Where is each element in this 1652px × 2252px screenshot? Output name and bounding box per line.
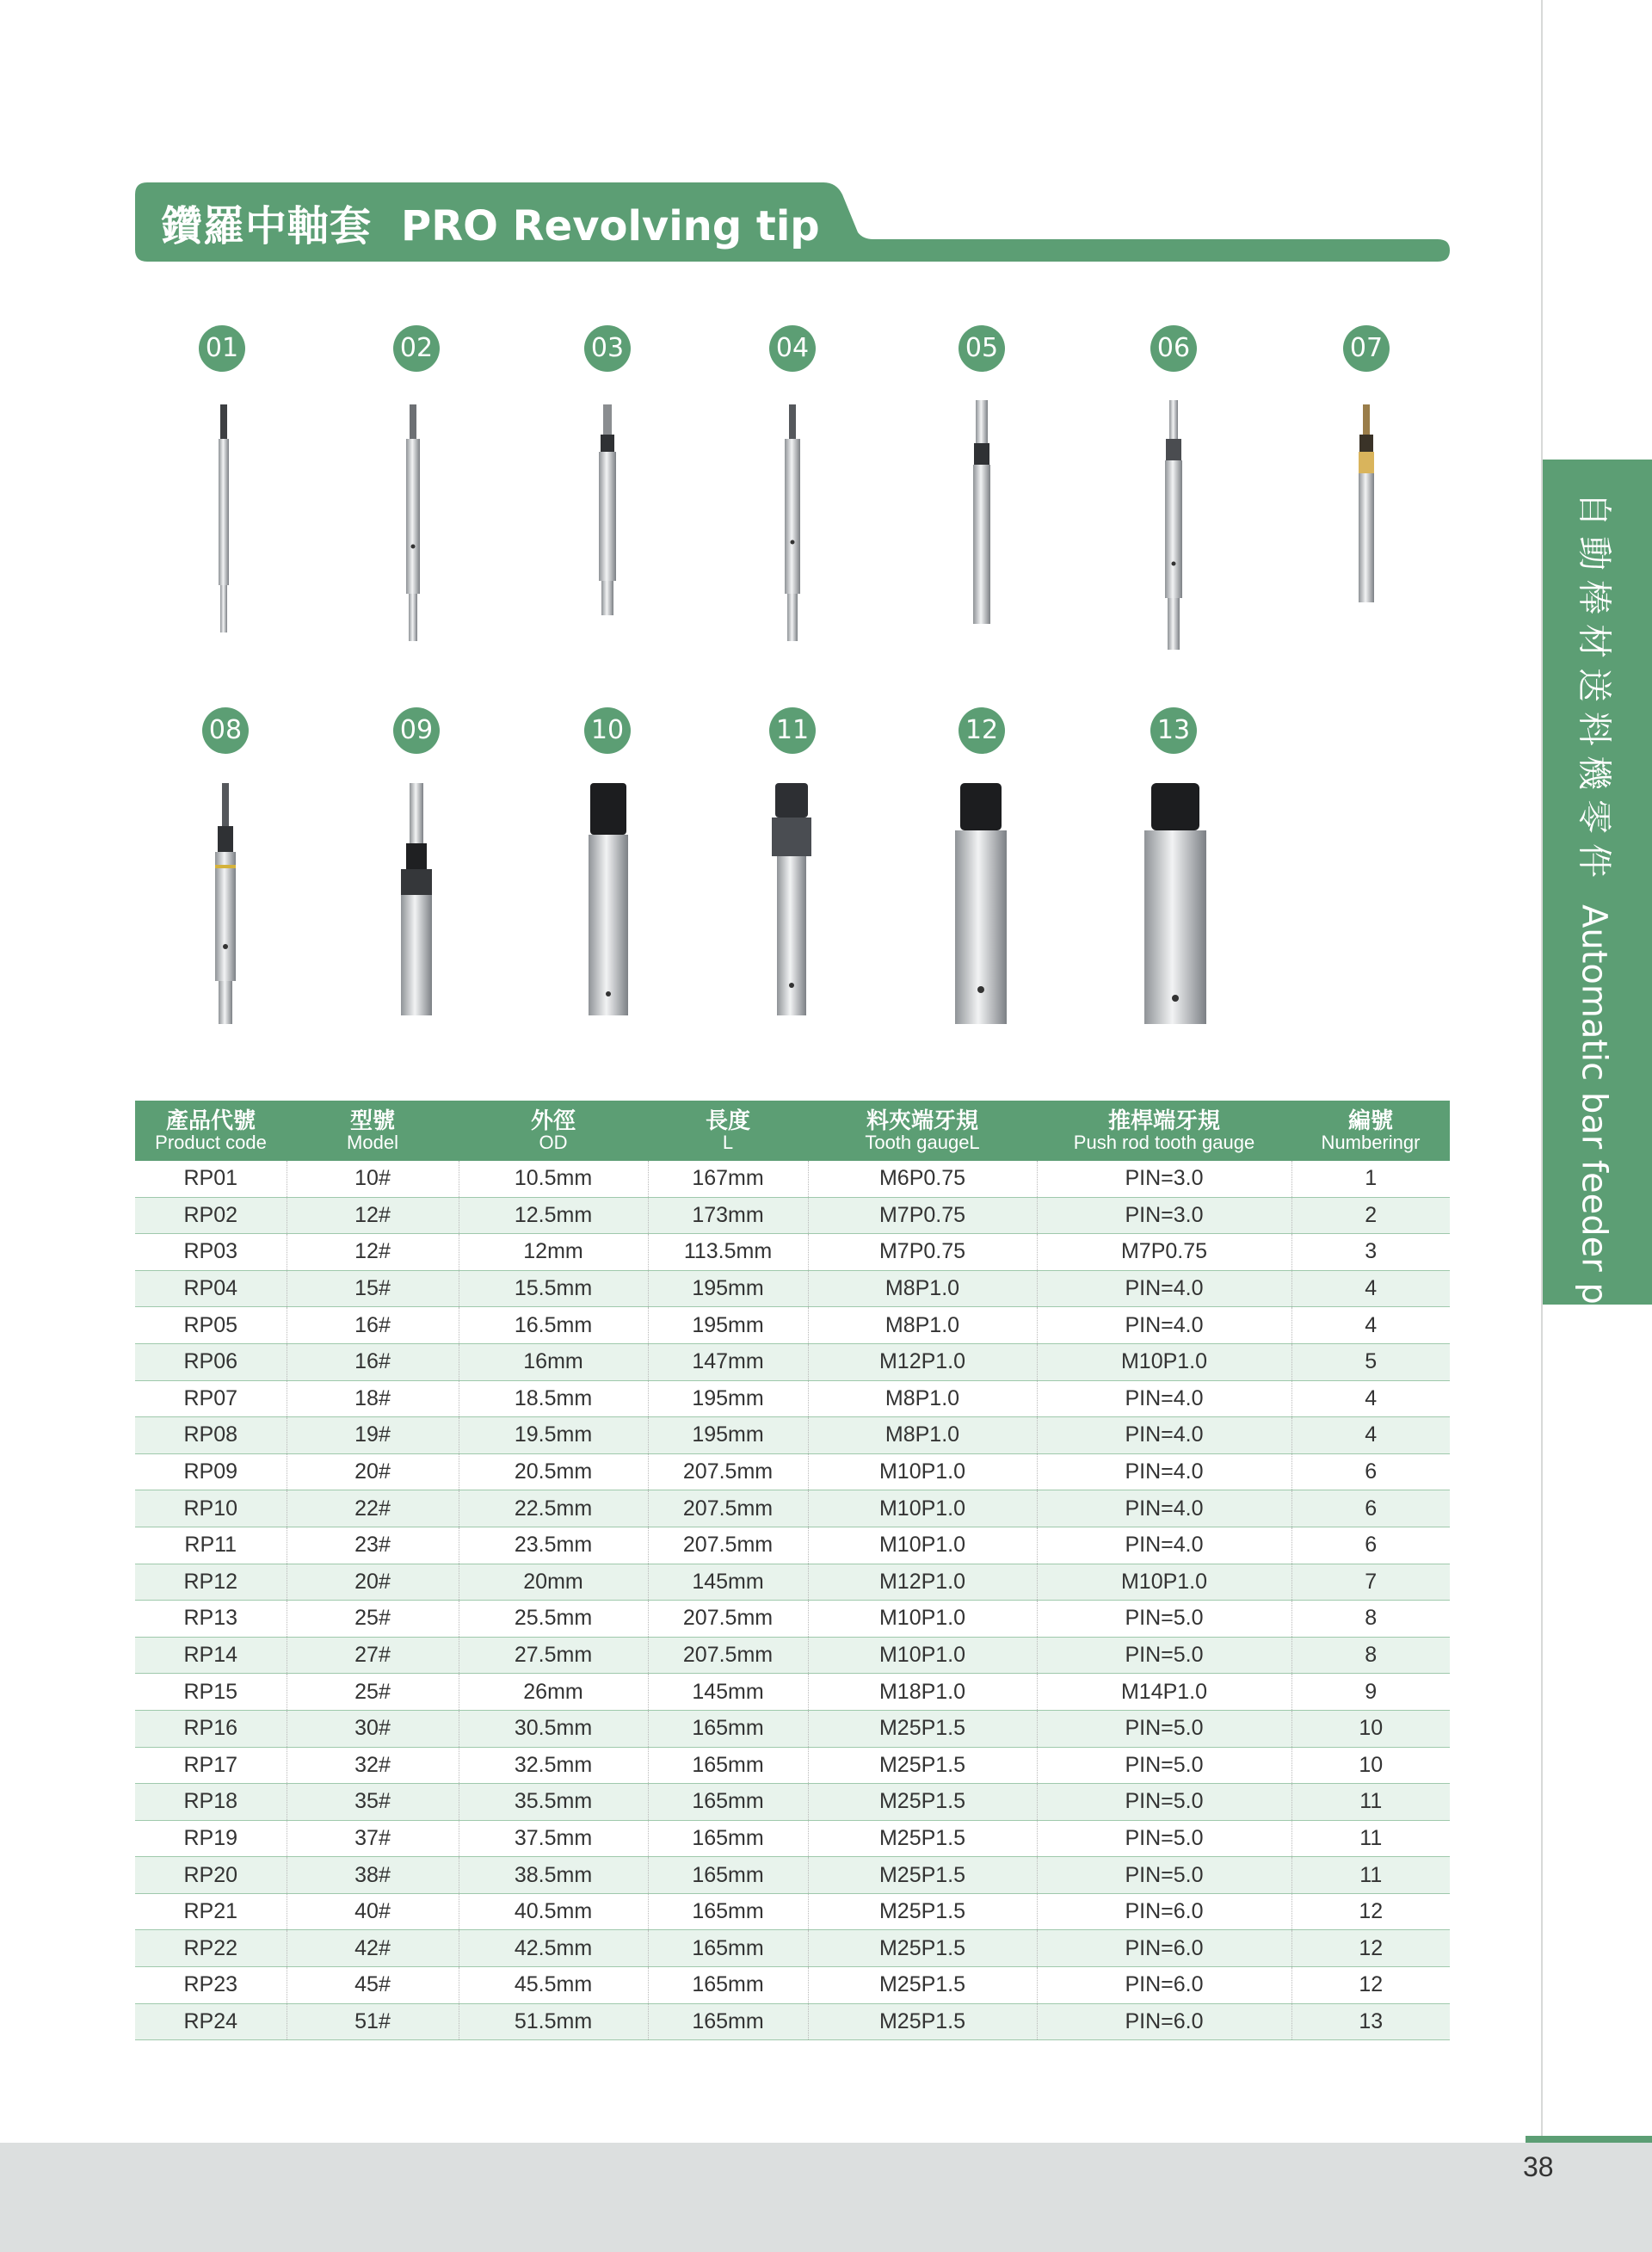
table-cell: 45.5mm — [459, 1967, 648, 2004]
table-cell: 195mm — [648, 1380, 808, 1417]
table-cell: RP08 — [135, 1417, 287, 1454]
table-cell: 42# — [287, 1930, 459, 1967]
product-image-05 — [965, 396, 999, 628]
table-cell: M10P1.0 — [808, 1453, 1037, 1490]
table-cell: 12 — [1291, 1967, 1450, 2004]
product-badge-05: 05 — [959, 325, 1005, 372]
table-cell: 12 — [1291, 1893, 1450, 1930]
table-cell: RP13 — [135, 1601, 287, 1638]
table-row — [135, 1637, 1450, 1674]
table-cell: PIN=6.0 — [1037, 1930, 1291, 1967]
product-image-09 — [389, 779, 444, 1020]
table-cell: 8 — [1291, 1601, 1450, 1638]
product-badge-11: 11 — [769, 707, 816, 754]
table-cell: 18# — [287, 1380, 459, 1417]
table-header-row — [135, 1101, 1450, 1161]
table-cell: PIN=3.0 — [1037, 1161, 1291, 1197]
table-row — [135, 1453, 1450, 1490]
table-cell: M8P1.0 — [808, 1417, 1037, 1454]
table-cell: 40# — [287, 1893, 459, 1930]
table-cell: RP03 — [135, 1234, 287, 1271]
table-cell: 207.5mm — [648, 1601, 808, 1638]
table-cell: 147mm — [648, 1343, 808, 1380]
table-row — [135, 1564, 1450, 1601]
table-cell: M25P1.5 — [808, 1820, 1037, 1857]
table-cell: 45# — [287, 1967, 459, 2004]
table-cell: 16mm — [459, 1343, 648, 1380]
table-cell: 10 — [1291, 1710, 1450, 1747]
table-cell: 6 — [1291, 1527, 1450, 1564]
header-length: 長度 L — [648, 1101, 808, 1161]
table-cell: PIN=4.0 — [1037, 1307, 1291, 1344]
table-row — [135, 1417, 1450, 1454]
product-image-03 — [590, 396, 625, 620]
table-cell: 4 — [1291, 1380, 1450, 1417]
table-row — [135, 1490, 1450, 1527]
table-cell: RP06 — [135, 1343, 287, 1380]
product-image-04 — [775, 396, 810, 645]
table-cell: PIN=4.0 — [1037, 1380, 1291, 1417]
table-cell: 37# — [287, 1820, 459, 1857]
table-cell: 12.5mm — [459, 1197, 648, 1234]
page-number: 38 — [1523, 2151, 1554, 2182]
section-header-banner — [135, 182, 1450, 262]
table-cell: 51# — [287, 2003, 459, 2040]
table-cell: 2 — [1291, 1197, 1450, 1234]
header-od: 外徑 OD — [459, 1101, 648, 1161]
product-image-08 — [206, 779, 244, 1028]
header-tooth-gauge: 料夾端牙規 Tooth gaugeL — [808, 1101, 1037, 1161]
table-cell: M10P1.0 — [1037, 1564, 1291, 1601]
table-cell: PIN=5.0 — [1037, 1710, 1291, 1747]
table-cell: RP16 — [135, 1710, 287, 1747]
table-cell: 25# — [287, 1674, 459, 1711]
table-cell: RP07 — [135, 1380, 287, 1417]
product-badge-12: 12 — [959, 707, 1005, 754]
table-cell: PIN=6.0 — [1037, 1967, 1291, 2004]
header-product-code: 產品代號 Product code — [135, 1101, 287, 1161]
table-cell: 165mm — [648, 1747, 808, 1784]
table-cell: 165mm — [648, 1893, 808, 1930]
table-cell: 165mm — [648, 1710, 808, 1747]
table-cell: 145mm — [648, 1674, 808, 1711]
table-cell: RP19 — [135, 1820, 287, 1857]
table-cell: RP22 — [135, 1930, 287, 1967]
table-cell: 32# — [287, 1747, 459, 1784]
side-tab-en: Automatic bar feeder parts — [1574, 904, 1614, 1372]
page-title-cn: 鑽羅中軸套 — [161, 202, 373, 250]
table-cell: 207.5mm — [648, 1490, 808, 1527]
table-cell: 7 — [1291, 1564, 1450, 1601]
table-row — [135, 1967, 1450, 2004]
table-cell: RP21 — [135, 1893, 287, 1930]
table-cell: 11 — [1291, 1857, 1450, 1894]
table-cell: PIN=4.0 — [1037, 1270, 1291, 1307]
table-cell: 19# — [287, 1417, 459, 1454]
table-cell: 22# — [287, 1490, 459, 1527]
product-image-12 — [945, 779, 1017, 1028]
spec-table — [135, 1101, 1450, 2040]
table-row — [135, 1930, 1450, 1967]
table-cell: 42.5mm — [459, 1930, 648, 1967]
table-cell: 18.5mm — [459, 1380, 648, 1417]
table-cell: 4 — [1291, 1307, 1450, 1344]
table-row — [135, 1820, 1450, 1857]
table-cell: 6 — [1291, 1453, 1450, 1490]
table-cell: PIN=6.0 — [1037, 2003, 1291, 2040]
table-cell: 30.5mm — [459, 1710, 648, 1747]
table-cell: RP05 — [135, 1307, 287, 1344]
side-category-tab — [1543, 460, 1652, 1372]
table-cell: 40.5mm — [459, 1893, 648, 1930]
table-cell: M25P1.5 — [808, 1930, 1037, 1967]
table-cell: RP24 — [135, 2003, 287, 2040]
table-row — [135, 1674, 1450, 1711]
table-cell: 25.5mm — [459, 1601, 648, 1638]
product-badge-04: 04 — [769, 325, 816, 372]
table-row — [135, 1857, 1450, 1894]
table-cell: RP14 — [135, 1637, 287, 1674]
table-cell: 20.5mm — [459, 1453, 648, 1490]
page-footer — [0, 2143, 1652, 2252]
page-title-en: PRO Revolving tip — [401, 202, 820, 250]
table-cell: 16.5mm — [459, 1307, 648, 1344]
table-cell: M10P1.0 — [1037, 1343, 1291, 1380]
product-badge-02: 02 — [393, 325, 440, 372]
header-numbering: 編號 Numberingr — [1291, 1101, 1450, 1161]
table-row — [135, 1270, 1450, 1307]
table-cell: 207.5mm — [648, 1527, 808, 1564]
table-cell: 16# — [287, 1307, 459, 1344]
table-cell: 19.5mm — [459, 1417, 648, 1454]
table-cell: RP02 — [135, 1197, 287, 1234]
product-image-13 — [1132, 779, 1218, 1028]
table-cell: RP20 — [135, 1857, 287, 1894]
table-cell: 37.5mm — [459, 1820, 648, 1857]
table-cell: PIN=4.0 — [1037, 1490, 1291, 1527]
table-row — [135, 2003, 1450, 2040]
table-cell: 5 — [1291, 1343, 1450, 1380]
table-cell: 12mm — [459, 1234, 648, 1271]
table-cell: 10.5mm — [459, 1161, 648, 1197]
product-image-07 — [1349, 396, 1384, 611]
table-cell: M25P1.5 — [808, 2003, 1037, 2040]
table-cell: M10P1.0 — [808, 1601, 1037, 1638]
table-cell: 27.5mm — [459, 1637, 648, 1674]
table-row — [135, 1527, 1450, 1564]
table-cell: RP04 — [135, 1270, 287, 1307]
product-image-01 — [206, 396, 241, 637]
product-badge-09: 09 — [393, 707, 440, 754]
table-row — [135, 1161, 1450, 1197]
table-cell: 9 — [1291, 1674, 1450, 1711]
table-cell: M10P1.0 — [808, 1490, 1037, 1527]
table-cell: M25P1.5 — [808, 1784, 1037, 1821]
table-row — [135, 1893, 1450, 1930]
table-cell: PIN=4.0 — [1037, 1417, 1291, 1454]
product-badge-10: 10 — [584, 707, 631, 754]
table-cell: 13 — [1291, 2003, 1450, 2040]
table-cell: 51.5mm — [459, 2003, 648, 2040]
table-cell: RP10 — [135, 1490, 287, 1527]
table-cell: 113.5mm — [648, 1234, 808, 1271]
product-image-06 — [1156, 396, 1191, 654]
product-badge-01: 01 — [199, 325, 245, 372]
table-cell: 3 — [1291, 1234, 1450, 1271]
table-row — [135, 1197, 1450, 1234]
table-cell: 38.5mm — [459, 1857, 648, 1894]
table-cell: 15.5mm — [459, 1270, 648, 1307]
table-cell: 23# — [287, 1527, 459, 1564]
table-cell: M25P1.5 — [808, 1967, 1037, 2004]
side-tab-cn: 自動棒材送料機零件 — [1574, 492, 1614, 887]
table-cell: M10P1.0 — [808, 1527, 1037, 1564]
table-cell: 165mm — [648, 1967, 808, 2004]
product-badge-13: 13 — [1150, 707, 1197, 754]
table-cell: RP15 — [135, 1674, 287, 1711]
table-cell: M18P1.0 — [808, 1674, 1037, 1711]
table-cell: 38# — [287, 1857, 459, 1894]
table-cell: PIN=5.0 — [1037, 1857, 1291, 1894]
table-cell: PIN=5.0 — [1037, 1601, 1291, 1638]
table-cell: 20# — [287, 1564, 459, 1601]
table-cell: 22.5mm — [459, 1490, 648, 1527]
table-cell: 165mm — [648, 1784, 808, 1821]
table-cell: RP18 — [135, 1784, 287, 1821]
table-cell: RP01 — [135, 1161, 287, 1197]
table-cell: 25# — [287, 1601, 459, 1638]
table-cell: 10# — [287, 1161, 459, 1197]
table-cell: RP11 — [135, 1527, 287, 1564]
table-cell: 30# — [287, 1710, 459, 1747]
table-cell: PIN=5.0 — [1037, 1637, 1291, 1674]
header-push-rod-gauge: 推桿端牙規 Push rod tooth gauge — [1037, 1101, 1291, 1161]
page-title — [161, 193, 820, 252]
table-row — [135, 1234, 1450, 1271]
product-badge-03: 03 — [584, 325, 631, 372]
table-cell: M8P1.0 — [808, 1307, 1037, 1344]
table-cell: 16# — [287, 1343, 459, 1380]
table-row — [135, 1784, 1450, 1821]
product-image-10 — [576, 779, 640, 1020]
table-cell: 11 — [1291, 1820, 1450, 1857]
table-cell: 8 — [1291, 1637, 1450, 1674]
table-cell: 165mm — [648, 1930, 808, 1967]
table-cell: 4 — [1291, 1270, 1450, 1307]
table-cell: PIN=3.0 — [1037, 1197, 1291, 1234]
table-cell: 4 — [1291, 1417, 1450, 1454]
table-cell: 195mm — [648, 1307, 808, 1344]
table-cell: 20# — [287, 1453, 459, 1490]
product-badge-08: 08 — [202, 707, 249, 754]
table-cell: M10P1.0 — [808, 1637, 1037, 1674]
table-cell: 35# — [287, 1784, 459, 1821]
header-model: 型號 Model — [287, 1101, 459, 1161]
table-cell: 35.5mm — [459, 1784, 648, 1821]
table-cell: 11 — [1291, 1784, 1450, 1821]
table-cell: 23.5mm — [459, 1527, 648, 1564]
table-cell: M7P0.75 — [808, 1234, 1037, 1271]
table-cell: 20mm — [459, 1564, 648, 1601]
table-cell: M12P1.0 — [808, 1564, 1037, 1601]
table-cell: M7P0.75 — [808, 1197, 1037, 1234]
product-badge-06: 06 — [1150, 325, 1197, 372]
table-row — [135, 1747, 1450, 1784]
table-cell: M25P1.5 — [808, 1857, 1037, 1894]
table-cell: PIN=4.0 — [1037, 1527, 1291, 1564]
table-cell: 15# — [287, 1270, 459, 1307]
table-cell: 207.5mm — [648, 1453, 808, 1490]
table-cell: 173mm — [648, 1197, 808, 1234]
table-cell: 1 — [1291, 1161, 1450, 1197]
table-cell: PIN=5.0 — [1037, 1820, 1291, 1857]
table-cell: 207.5mm — [648, 1637, 808, 1674]
table-cell: M8P1.0 — [808, 1380, 1037, 1417]
table-body — [135, 1161, 1450, 2040]
table-cell: RP17 — [135, 1747, 287, 1784]
product-image-11 — [760, 779, 823, 1020]
table-cell: PIN=4.0 — [1037, 1453, 1291, 1490]
table-cell: M14P1.0 — [1037, 1674, 1291, 1711]
table-row — [135, 1380, 1450, 1417]
table-cell: 32.5mm — [459, 1747, 648, 1784]
table-cell: 165mm — [648, 2003, 808, 2040]
table-cell: 10 — [1291, 1747, 1450, 1784]
side-tab-label — [1573, 492, 1622, 1371]
table-row — [135, 1307, 1450, 1344]
table-cell: 195mm — [648, 1270, 808, 1307]
table-cell: M8P1.0 — [808, 1270, 1037, 1307]
table-cell: M6P0.75 — [808, 1161, 1037, 1197]
table-cell: M25P1.5 — [808, 1710, 1037, 1747]
table-cell: 165mm — [648, 1820, 808, 1857]
table-cell: RP09 — [135, 1453, 287, 1490]
table-cell: 6 — [1291, 1490, 1450, 1527]
table-cell: 195mm — [648, 1417, 808, 1454]
table-cell: M12P1.0 — [808, 1343, 1037, 1380]
table-cell: PIN=5.0 — [1037, 1784, 1291, 1821]
table-cell: 12 — [1291, 1930, 1450, 1967]
table-row — [135, 1601, 1450, 1638]
table-row — [135, 1343, 1450, 1380]
product-image-02 — [396, 396, 430, 645]
product-badge-07: 07 — [1343, 325, 1390, 372]
table-cell: PIN=5.0 — [1037, 1747, 1291, 1784]
table-cell: M25P1.5 — [808, 1893, 1037, 1930]
table-row — [135, 1710, 1450, 1747]
table-cell: M7P0.75 — [1037, 1234, 1291, 1271]
table-cell: M25P1.5 — [808, 1747, 1037, 1784]
table-cell: 165mm — [648, 1857, 808, 1894]
table-cell: PIN=6.0 — [1037, 1893, 1291, 1930]
table-cell: RP23 — [135, 1967, 287, 2004]
table-cell: RP12 — [135, 1564, 287, 1601]
table-cell: 26mm — [459, 1674, 648, 1711]
table-cell: 145mm — [648, 1564, 808, 1601]
table-cell: 12# — [287, 1197, 459, 1234]
table-cell: 12# — [287, 1234, 459, 1271]
table-cell: 27# — [287, 1637, 459, 1674]
footer-accent-bar — [1526, 2136, 1652, 2143]
table-cell: 167mm — [648, 1161, 808, 1197]
